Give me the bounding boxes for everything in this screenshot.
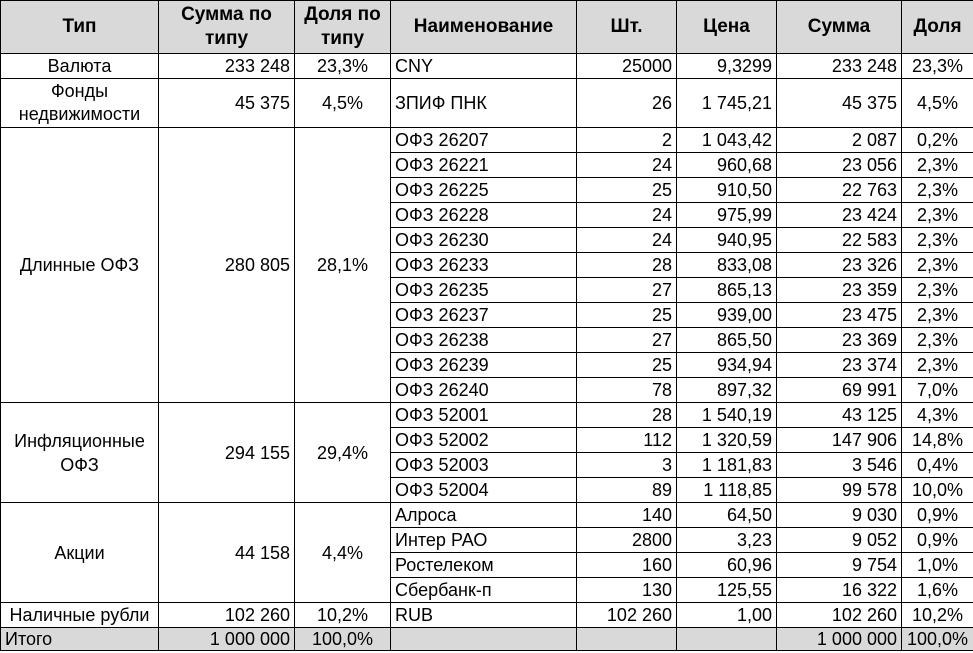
price-cell: 1 320,59 (677, 428, 777, 453)
instrument-name-cell: RUB (391, 603, 577, 628)
price-cell: 833,08 (677, 253, 777, 278)
total-sum-by-type: 1 000 000 (159, 628, 295, 651)
instrument-name-cell: Интер РАО (391, 528, 577, 553)
quantity-cell: 3 (577, 453, 677, 478)
instrument-name-cell: ОФЗ 26207 (391, 128, 577, 153)
total-empty-price (677, 628, 777, 651)
type-share-cell: 4,4% (295, 503, 391, 603)
total-share-by-type: 100,0% (295, 628, 391, 651)
price-cell: 940,95 (677, 228, 777, 253)
type-sum-cell: 233 248 (159, 54, 295, 79)
sum-cell: 99 578 (777, 478, 902, 503)
price-cell: 1 181,83 (677, 453, 777, 478)
quantity-cell: 24 (577, 153, 677, 178)
instrument-name-cell: ОФЗ 26225 (391, 178, 577, 203)
share-cell: 1,0% (902, 553, 973, 578)
type-sum-cell: 280 805 (159, 128, 295, 403)
header-name: Наименование (391, 1, 577, 54)
sum-cell: 23 359 (777, 278, 902, 303)
instrument-name-cell: ОФЗ 52004 (391, 478, 577, 503)
header-row (1, 1, 973, 54)
sum-cell: 102 260 (777, 603, 902, 628)
price-cell: 960,68 (677, 153, 777, 178)
price-cell: 865,50 (677, 328, 777, 353)
asset-type-cell: Акции (1, 503, 159, 603)
instrument-name-cell: ОФЗ 26221 (391, 153, 577, 178)
asset-type-cell: Длинные ОФЗ (1, 128, 159, 403)
sum-cell: 43 125 (777, 403, 902, 428)
share-cell: 0,2% (902, 128, 973, 153)
share-cell: 2,3% (902, 253, 973, 278)
sum-cell: 23 475 (777, 303, 902, 328)
total-empty-name (391, 628, 577, 651)
share-cell: 14,8% (902, 428, 973, 453)
instrument-name-cell: ОФЗ 26238 (391, 328, 577, 353)
quantity-cell: 140 (577, 503, 677, 528)
asset-type-cell: Инфляционные ОФЗ (1, 403, 159, 503)
quantity-cell: 25 (577, 303, 677, 328)
price-cell: 939,00 (677, 303, 777, 328)
type-share-cell: 4,5% (295, 79, 391, 128)
header-type: Тип (1, 1, 159, 54)
type-sum-cell: 45 375 (159, 79, 295, 128)
share-cell: 10,2% (902, 603, 973, 628)
price-cell: 9,3299 (677, 54, 777, 79)
instrument-name-cell: ОФЗ 26237 (391, 303, 577, 328)
quantity-cell: 130 (577, 578, 677, 603)
sum-cell: 23 374 (777, 353, 902, 378)
asset-type-cell: Наличные рубли (1, 603, 159, 628)
instrument-name-cell: CNY (391, 54, 577, 79)
header-share: Доля (902, 1, 973, 54)
total-label: Итого (1, 628, 159, 651)
header-sum: Сумма (777, 1, 902, 54)
sum-cell: 23 326 (777, 253, 902, 278)
share-cell: 2,3% (902, 153, 973, 178)
share-cell: 23,3% (902, 54, 973, 79)
sum-cell: 69 991 (777, 378, 902, 403)
quantity-cell: 24 (577, 203, 677, 228)
price-cell: 1 118,85 (677, 478, 777, 503)
price-cell: 125,55 (677, 578, 777, 603)
share-cell: 2,3% (902, 303, 973, 328)
header-sum-by-type: Сумма по типу (159, 1, 295, 54)
instrument-name-cell: ОФЗ 26239 (391, 353, 577, 378)
instrument-name-cell: Сбербанк-п (391, 578, 577, 603)
price-cell: 3,23 (677, 528, 777, 553)
quantity-cell: 2 (577, 128, 677, 153)
sum-cell: 9 754 (777, 553, 902, 578)
share-cell: 2,3% (902, 178, 973, 203)
share-cell: 4,3% (902, 403, 973, 428)
instrument-name-cell: ОФЗ 26233 (391, 253, 577, 278)
sum-cell: 23 424 (777, 203, 902, 228)
sum-cell: 2 087 (777, 128, 902, 153)
header-qty: Шт. (577, 1, 677, 54)
instrument-name-cell: ЗПИФ ПНК (391, 79, 577, 128)
header-price: Цена (677, 1, 777, 54)
quantity-cell: 25 (577, 353, 677, 378)
share-cell: 2,3% (902, 203, 973, 228)
quantity-cell: 25 (577, 178, 677, 203)
price-cell: 1 745,21 (677, 79, 777, 128)
table-row (1, 128, 973, 153)
quantity-cell: 24 (577, 228, 677, 253)
table-row (1, 603, 973, 628)
instrument-name-cell: ОФЗ 52002 (391, 428, 577, 453)
price-cell: 64,50 (677, 503, 777, 528)
share-cell: 7,0% (902, 378, 973, 403)
price-cell: 1,00 (677, 603, 777, 628)
instrument-name-cell: ОФЗ 26228 (391, 203, 577, 228)
price-cell: 975,99 (677, 203, 777, 228)
instrument-name-cell: ОФЗ 26235 (391, 278, 577, 303)
table-row (1, 79, 973, 128)
total-empty-qty (577, 628, 677, 651)
quantity-cell: 89 (577, 478, 677, 503)
sum-cell: 9 052 (777, 528, 902, 553)
sum-cell: 9 030 (777, 503, 902, 528)
type-share-cell: 23,3% (295, 54, 391, 79)
price-cell: 910,50 (677, 178, 777, 203)
instrument-name-cell: ОФЗ 52001 (391, 403, 577, 428)
quantity-cell: 2800 (577, 528, 677, 553)
instrument-name-cell: ОФЗ 52003 (391, 453, 577, 478)
type-share-cell: 28,1% (295, 128, 391, 403)
quantity-cell: 25000 (577, 54, 677, 79)
price-cell: 1 043,42 (677, 128, 777, 153)
sum-cell: 23 056 (777, 153, 902, 178)
total-row (1, 628, 973, 651)
sum-cell: 147 906 (777, 428, 902, 453)
quantity-cell: 27 (577, 278, 677, 303)
share-cell: 4,5% (902, 79, 973, 128)
share-cell: 2,3% (902, 328, 973, 353)
type-share-cell: 10,2% (295, 603, 391, 628)
instrument-name-cell: ОФЗ 26240 (391, 378, 577, 403)
table-row (1, 503, 973, 528)
price-cell: 865,13 (677, 278, 777, 303)
total-sum: 1 000 000 (777, 628, 902, 651)
asset-type-cell: Валюта (1, 54, 159, 79)
type-share-cell: 29,4% (295, 403, 391, 503)
share-cell: 1,6% (902, 578, 973, 603)
type-sum-cell: 102 260 (159, 603, 295, 628)
sum-cell: 22 763 (777, 178, 902, 203)
instrument-name-cell: Алроса (391, 503, 577, 528)
header-share-by-type: Доля по типу (295, 1, 391, 54)
sum-cell: 22 583 (777, 228, 902, 253)
total-share: 100,0% (902, 628, 973, 651)
share-cell: 0,9% (902, 503, 973, 528)
quantity-cell: 102 260 (577, 603, 677, 628)
price-cell: 934,94 (677, 353, 777, 378)
quantity-cell: 78 (577, 378, 677, 403)
quantity-cell: 27 (577, 328, 677, 353)
price-cell: 1 540,19 (677, 403, 777, 428)
share-cell: 2,3% (902, 353, 973, 378)
price-cell: 897,32 (677, 378, 777, 403)
table-body (1, 54, 973, 628)
asset-type-cell: Фонды недвижимости (1, 79, 159, 128)
share-cell: 2,3% (902, 228, 973, 253)
table-row (1, 403, 973, 428)
quantity-cell: 160 (577, 553, 677, 578)
share-cell: 10,0% (902, 478, 973, 503)
share-cell: 0,4% (902, 453, 973, 478)
sum-cell: 233 248 (777, 54, 902, 79)
quantity-cell: 112 (577, 428, 677, 453)
share-cell: 0,9% (902, 528, 973, 553)
table-row (1, 54, 973, 79)
instrument-name-cell: Ростелеком (391, 553, 577, 578)
sum-cell: 45 375 (777, 79, 902, 128)
quantity-cell: 28 (577, 403, 677, 428)
sum-cell: 23 369 (777, 328, 902, 353)
quantity-cell: 28 (577, 253, 677, 278)
quantity-cell: 26 (577, 79, 677, 128)
sum-cell: 3 546 (777, 453, 902, 478)
type-sum-cell: 44 158 (159, 503, 295, 603)
type-sum-cell: 294 155 (159, 403, 295, 503)
price-cell: 60,96 (677, 553, 777, 578)
share-cell: 2,3% (902, 278, 973, 303)
instrument-name-cell: ОФЗ 26230 (391, 228, 577, 253)
sum-cell: 16 322 (777, 578, 902, 603)
